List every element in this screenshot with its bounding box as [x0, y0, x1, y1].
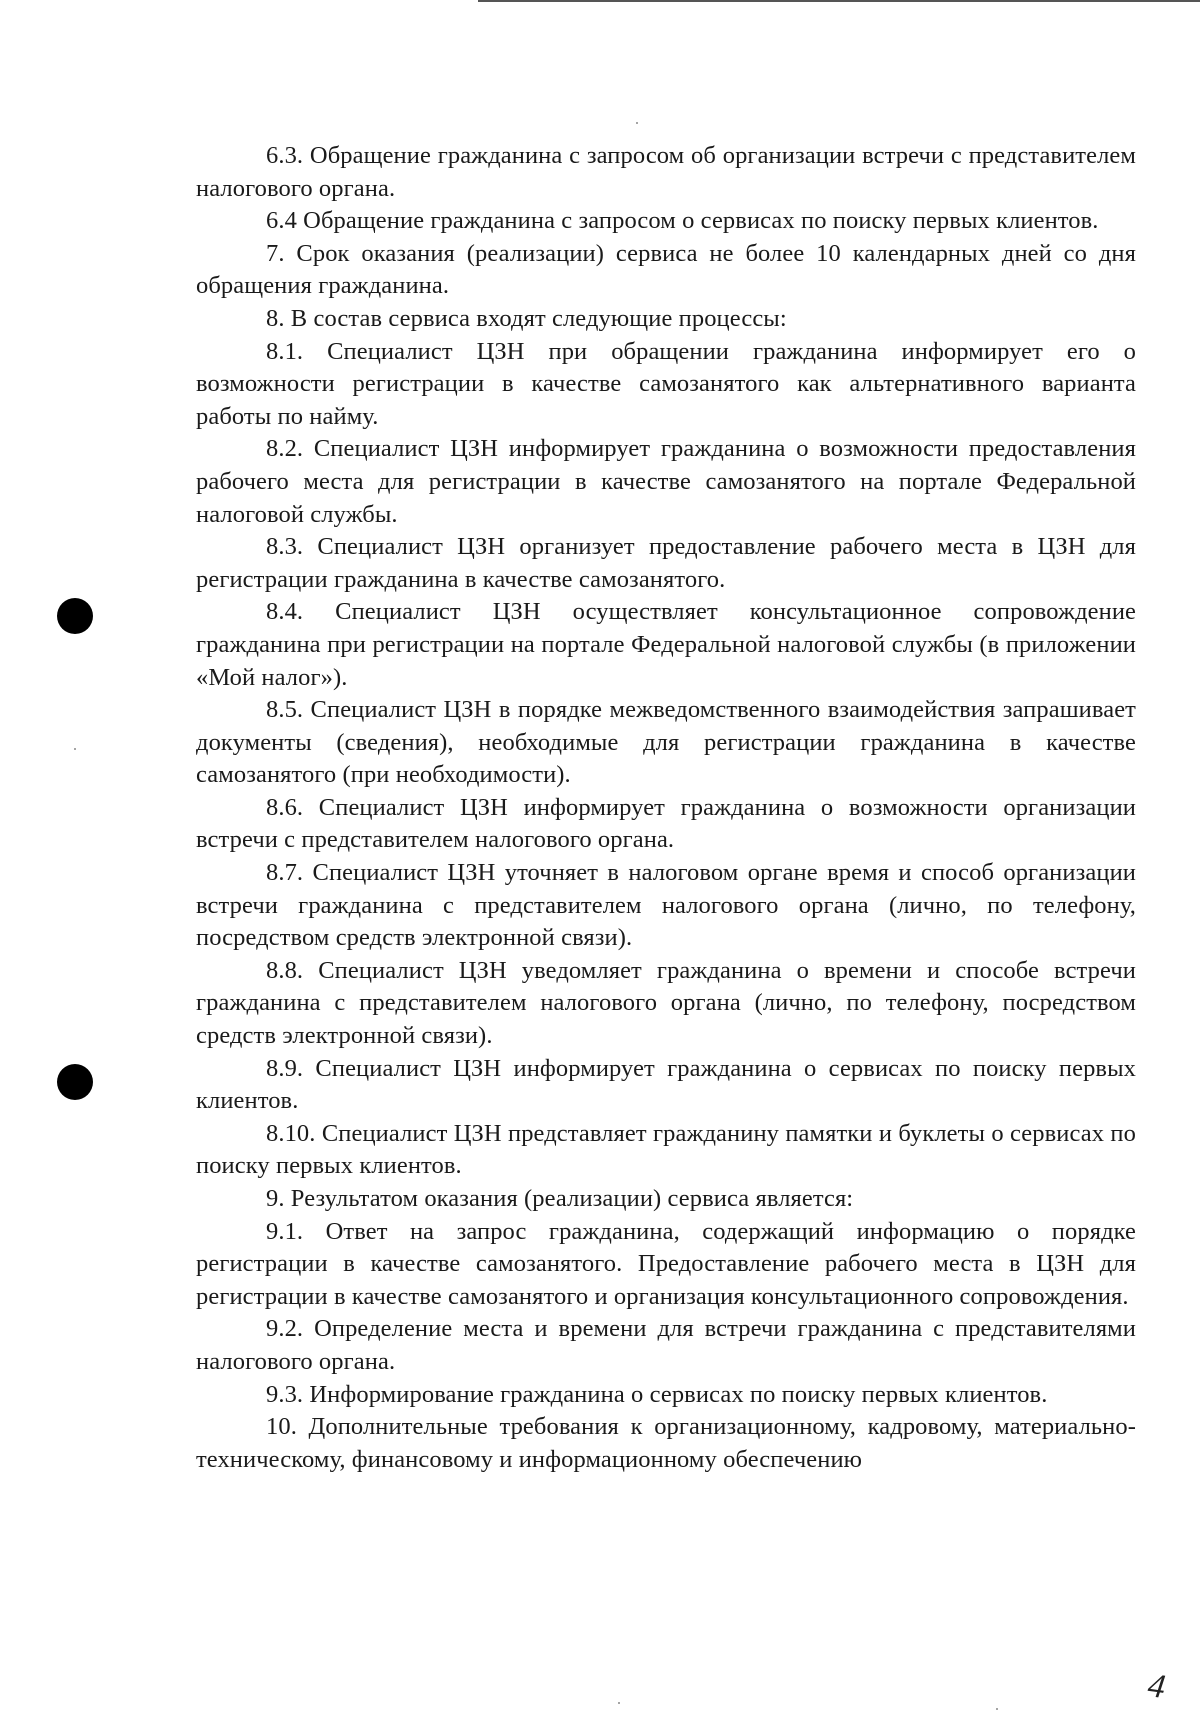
paragraph-9-3: 9.3. Информирование гражданина о сервисах по поиску первых клиентов.: [266, 1380, 1048, 1408]
punch-hole-mark: [57, 1064, 93, 1100]
paragraph-8-2: 8.2. Специалист ЦЗН информирует гражданина о возможности предоставления рабочего места для регистрации в качестве самозанятого на портале Федеральной налоговой службы.: [196, 435, 1136, 528]
scan-speck: [618, 1702, 620, 1704]
paragraph-8: 8. В состав сервиса входят следующие процессы:: [266, 304, 787, 332]
scan-speck: [996, 1708, 998, 1710]
paragraph-6-3: 6.3. Обращение гражданина с запросом об организации встречи с представителем налогового органа.: [196, 142, 1136, 202]
paragraph-7: 7. Срок оказания (реализации) сервиса не более 10 календарных дней со дня обращения гражданина.: [196, 239, 1136, 300]
top-edge-line: [478, 0, 1200, 2]
scan-speck: [636, 122, 638, 124]
paragraph-8-4: 8.4. Специалист ЦЗН осуществляет консультационное сопровождение гражданина при регистрации на портале Федеральной налоговой службы (в приложении «Мой налог»).: [196, 598, 1136, 691]
document-body: [196, 140, 1136, 1476]
scan-speck: [74, 748, 76, 750]
paragraph-8-8: 8.8. Специалист ЦЗН уведомляет гражданина о времени и способе встречи гражданина с представителем налогового органа (лично, по телефону, посредством средств электронной связи).: [196, 956, 1136, 1050]
paragraph-8-5: 8.5. Специалист ЦЗН в порядке межведомственного взаимодействия запрашивает документы (сведения), необходимые для регистрации гражданина в качестве самозанятого (при необходимости).: [196, 696, 1136, 789]
paragraph-8-7: 8.7. Специалист ЦЗН уточняет в налоговом органе время и способ организации встречи гражданина с представителем налогового органа (лично, по телефону, посредством средств электронной связи).: [196, 859, 1136, 952]
paragraph-8-1: 8.1. Специалист ЦЗН при обращении гражданина информирует его о возможности регистрации в качестве самозанятого как альтернативного варианта работы по найму.: [196, 337, 1136, 430]
punch-hole-mark: [57, 598, 93, 634]
paragraph-8-3: 8.3. Специалист ЦЗН организует предоставление рабочего места в ЦЗН для регистрации гражданина в качестве самозанятого.: [196, 533, 1136, 593]
paragraph-8-10: 8.10. Специалист ЦЗН представляет гражданину памятки и буклеты о сервисах по поиску первых клиентов.: [196, 1119, 1136, 1180]
paragraph-10: 10. Дополнительные требования к организационному, кадровому, материально-техническому, финансовому и информационному обеспечению: [196, 1413, 1136, 1473]
paragraph-6-4: 6.4 Обращение гражданина с запросом о сервисах по поиску первых клиентов.: [266, 207, 1099, 235]
paragraph-8-9: 8.9. Специалист ЦЗН информирует гражданина о сервисах по поиску первых клиентов.: [196, 1054, 1136, 1115]
page-number: 4: [1145, 1667, 1168, 1707]
paragraph-8-6: 8.6. Специалист ЦЗН информирует гражданина о возможности организации встречи с представителем налогового органа.: [196, 793, 1136, 854]
paragraph-9-1: 9.1. Ответ на запрос гражданина, содержащий информацию о порядке регистрации в качестве самозанятого. Предоставление рабочего места в ЦЗН для регистрации в качестве самозанятого и организация консультационного сопровождения.: [196, 1217, 1136, 1310]
paragraph-9: 9. Результатом оказания (реализации) сервиса является:: [266, 1185, 854, 1212]
paragraph-9-2: 9.2. Определение места и времени для встречи гражданина с представителями налогового органа.: [196, 1315, 1136, 1375]
